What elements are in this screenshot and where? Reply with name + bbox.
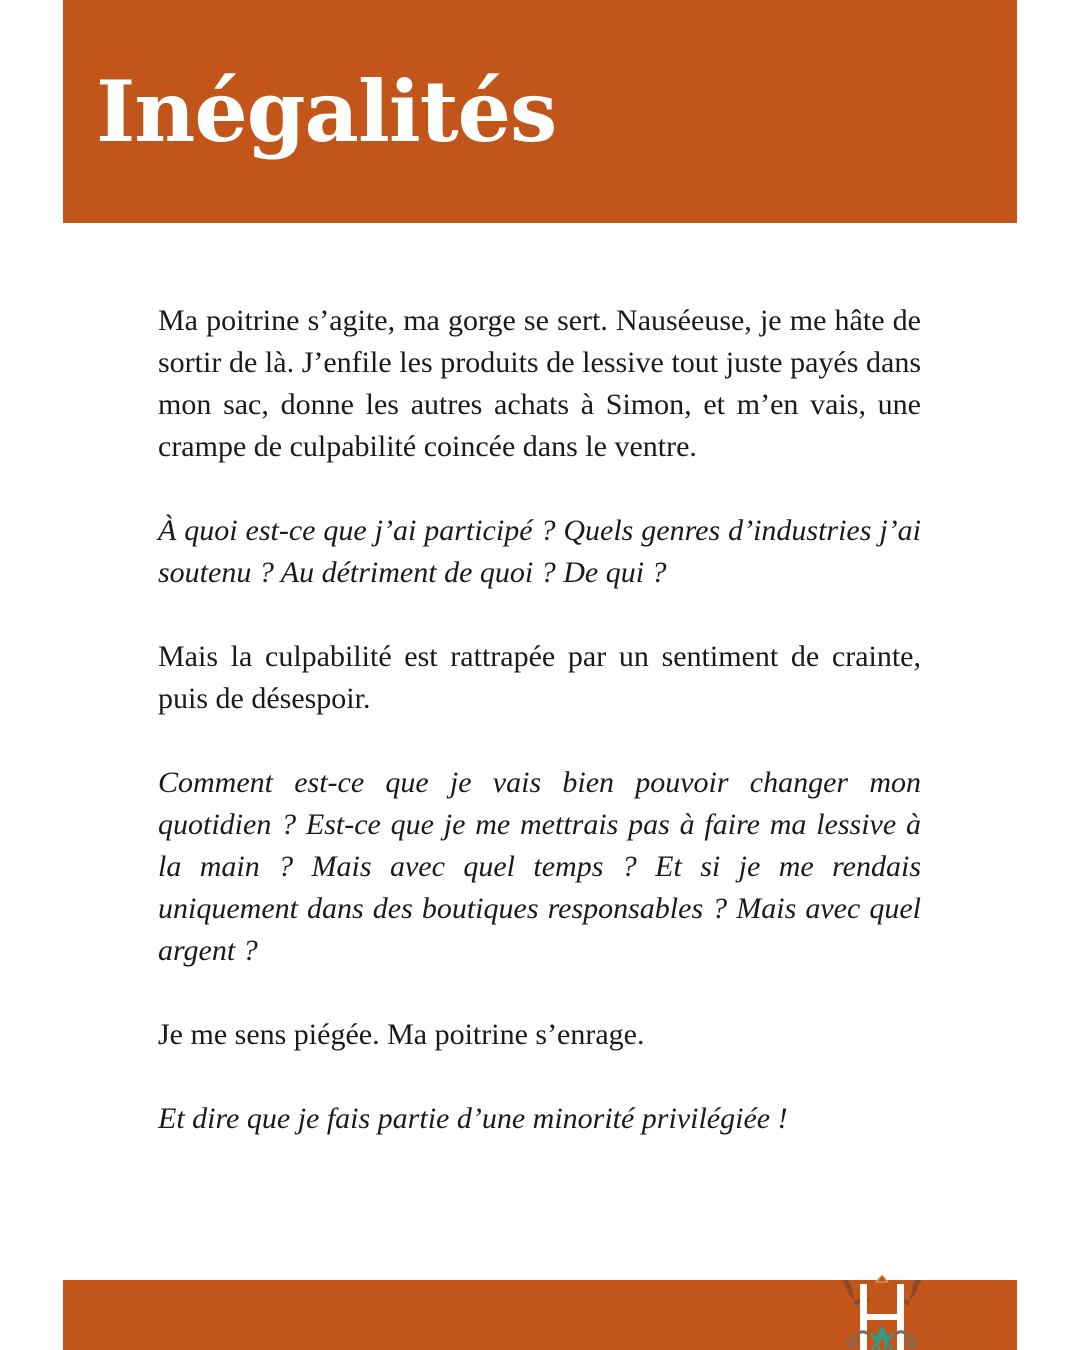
paragraph-5: Je me sens piégée. Ma poitrine s’enrage.: [158, 1018, 645, 1051]
paragraph-3: Mais la culpabilité est rattrapée par un sentiment de crainte, puis de désespoir.: [158, 640, 921, 715]
page-title: Inégalités: [96, 62, 557, 161]
ornamental-h-logo-icon: [838, 1272, 926, 1350]
paragraph-1: Ma poitrine s’agite, ma gorge se sert. Nauséeuse, je me hâte de sortir de là. J’enfile les produits de lessive tout juste payés dans mon sac, donne les autres achats à Simon, et m’en vais, une crampe de culpabilité coincée dans le ventre.: [158, 304, 921, 463]
paragraph-4-italic: Comment est-ce que je vais bien pouvoir changer mon quotidien ? Est-ce que je me mettrais pas à faire ma lessive à la main ? Mais avec quel temps ? Et si je me rendais uniquement dans des boutiques responsables ? Mais avec quel argent ?: [158, 766, 921, 967]
paragraph-2-italic: À quoi est-ce que j’ai participé ? Quels genres d’industries j’ai soutenu ? Au détriment de quoi ? De qui ?: [158, 514, 921, 589]
body-text: [158, 300, 921, 1182]
paragraph-6-italic: Et dire que je fais partie d’une minorité privilégiée !: [158, 1102, 788, 1135]
